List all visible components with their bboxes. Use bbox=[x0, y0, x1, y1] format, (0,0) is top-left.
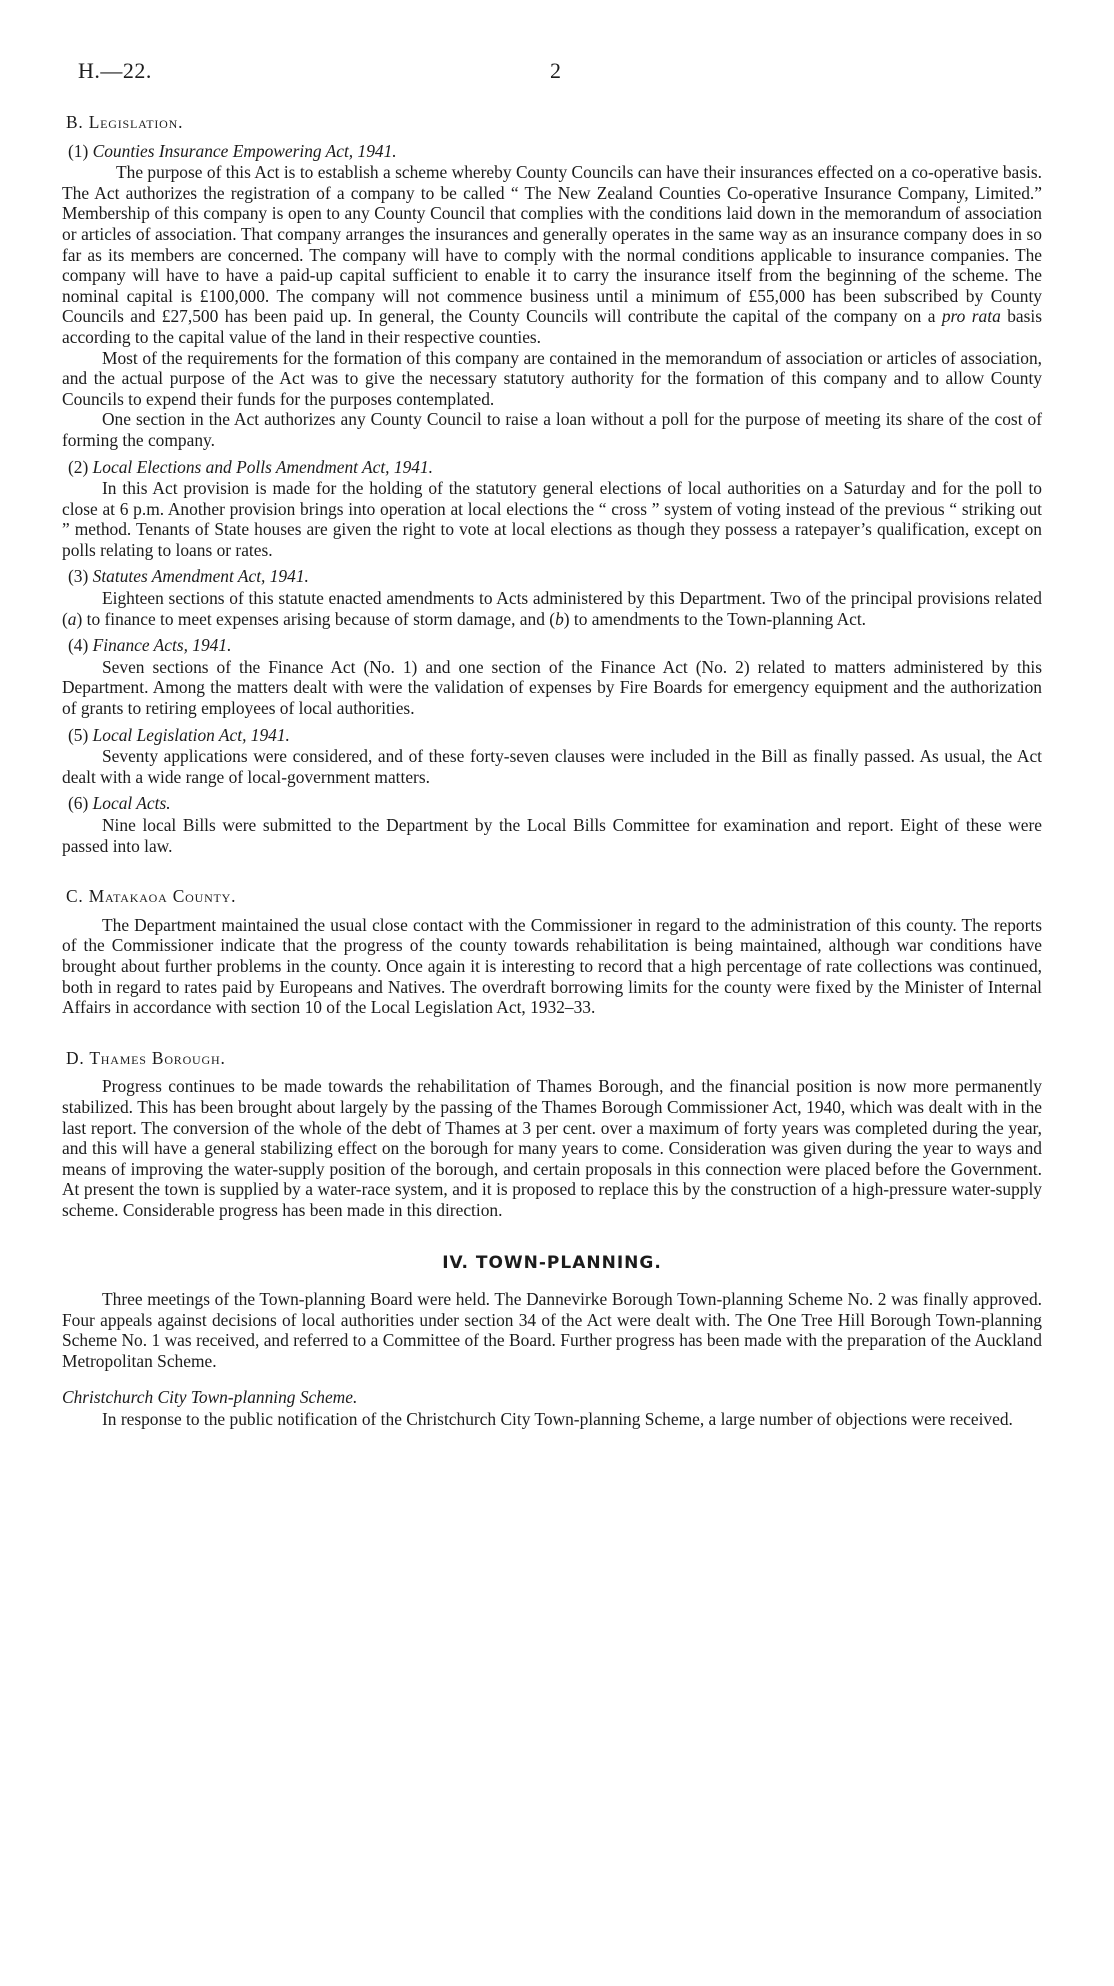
christchurch-heading: Christchurch City Town-planning Scheme. bbox=[62, 1387, 358, 1408]
page-number: 2 bbox=[550, 58, 561, 83]
section-c-heading: C. Matakaoa County. bbox=[66, 886, 237, 907]
item-2-title: Local Elections and Polls Amendment Act, 1941. bbox=[92, 456, 434, 477]
report-code: H.—22. bbox=[78, 58, 152, 83]
item-1-paragraph-2: Most of the requirements for the formation of this company are contained in the memorandum of association or articles of association, and the actual purpose of the Act was to give the necessary statutory authority for the formation of this company and to allow County Councils to expend their funds for the purposes contemplated. bbox=[62, 347, 1042, 409]
item-5-title: Local Legislation Act, 1941. bbox=[92, 724, 290, 745]
page-body bbox=[62, 112, 1042, 1430]
item-4-heading bbox=[68, 635, 1042, 656]
item-1-paragraph-3: One section in the Act authorizes any County Council to raise a loan without a poll for the purpose of meeting its share of the cost of forming the company. bbox=[62, 409, 1042, 450]
item-3-emphasis-a: a bbox=[67, 608, 77, 629]
item-6-number: (6) bbox=[68, 793, 89, 814]
section-c-paragraph: The Department maintained the usual close contact with the Commissioner in regard to the administration of this county. The reports of the Commissioner indicate that the progress of the county towards rehabilitation is being maintained, although war conditions have brought about further problems in the county. Once again it is interesting to record that a high percentage of rate collections was continued, both in regard to rates paid by Europeans and Natives. The overdraft borrowing limits for the county were fixed by the Minister of Internal Affairs in accordance with section 10 of the Local Legislation Act, 1932–33. bbox=[62, 914, 1042, 1018]
item-4-number: (4) bbox=[68, 635, 89, 656]
item-2-paragraph: In this Act provision is made for the holding of the statutory general elections of local authorities on a Saturday and for the poll to close at 6 p.m. Another provision brings into operation at local elections the “ cross ” system of voting instead of the previous “ striking out ” method. Tenants of State houses are given the right to vote at local elections as though they possess a ratepayer’s qualification, except on polls relating to loans or rates. bbox=[62, 478, 1042, 560]
section-b-heading: B. Legislation. bbox=[66, 112, 184, 132]
part-iv-paragraph: Three meetings of the Town-planning Board were held. The Dannevirke Borough Town-planning Scheme No. 2 was finally approved. Four appeals against decisions of local authorities under section 34 of the Act were dealt with. The One Tree Hill Borough Town-planning Scheme No. 1 was received, and referred to a Committee of the Board. Further progress has been made with the preparation of the Auckland Metropolitan Scheme. bbox=[62, 1289, 1042, 1371]
item-5-heading bbox=[68, 725, 1042, 746]
item-3-title: Statutes Amendment Act, 1941. bbox=[92, 566, 309, 587]
item-3-emphasis-b: b bbox=[555, 608, 564, 629]
item-5-paragraph: Seventy applications were considered, and of these forty-seven clauses were included in the Bill as finally passed. As usual, the Act dealt with a wide range of local-government matters. bbox=[62, 746, 1042, 787]
item-3-heading bbox=[68, 566, 1042, 587]
section-d-heading: D. Thames Borough. bbox=[66, 1047, 226, 1068]
christchurch-paragraph: In response to the public notification of the Christchurch City Town-planning Scheme, a large number of objections were received. bbox=[102, 1409, 1013, 1430]
item-6-paragraph: Nine local Bills were submitted to the Department by the Local Bills Committee for examination and report. Eight of these were passed into law. bbox=[62, 815, 1042, 856]
item-3-number: (3) bbox=[68, 566, 89, 587]
item-1-text-b: basis according to the capital value of the land in their respective counties. bbox=[62, 306, 1042, 347]
item-5-number: (5) bbox=[68, 724, 89, 745]
item-3-text-1: Eighteen sections of this statute enacted amendments to Acts administered by this Department. Two of the principal provisions related ( bbox=[62, 588, 1042, 629]
item-1-text-a: The purpose of this Act is to establish a scheme whereby County Councils can have their insurances effected on a co-operative basis. The Act authorizes the registration of a company to be called “ The New Zealand Counties Co-operative Insurance Company, Limited.” Membership of this company is open to any County Council that complies with the conditions laid down in the memorandum of association or articles of association. That company arranges the insurances and generally operates in the same way as an insurance company does in so far as its members are concerned. The company will have to comply with the normal conditions applicable to insurance companies. The company will have to have a paid-up capital sufficient to enable it to carry the insurance itself from the beginning of the scheme. The nominal capital is £100,000. The company will not commence business until a minimum of £55,000 has been subscribed by County Councils and £27,500 has been paid up. In general, the County Councils will contribute the capital of the company on a bbox=[62, 162, 1042, 327]
item-4-title: Finance Acts, 1941. bbox=[92, 635, 232, 656]
item-3-text-2: ) to finance to meet expenses arising because of storm damage, and ( bbox=[76, 608, 556, 629]
section-d-paragraph: Progress continues to be made towards the rehabilitation of Thames Borough, and the financial position is now more permanently stabilized. This has been brought about largely by the passing of the Thames Borough Commissioner Act, 1940, which was dealt with in the last report. The conversion of the whole of the debt of Thames at 3 per cent. over a maximum of forty years was completed during the year, and this will have a general stabilizing effect on the borough for many years to come. Consideration was given during the year to ways and means of improving the water-supply position of the borough, and certain proposals in this connection were placed before the Government. At present the town is supplied by a water-race system, and it is proposed to replace this by the construction of a high-pressure water-supply scheme. Considerable progress has been made in this direction. bbox=[62, 1076, 1042, 1220]
item-4-paragraph: Seven sections of the Finance Act (No. 1) and one section of the Finance Act (No. 2) related to matters administered by this Department. Among the matters dealt with were the validation of expenses by Fire Boards for emergency equipment and the authorization of grants to retiring employees of local authorities. bbox=[62, 656, 1042, 719]
item-3-paragraph bbox=[62, 588, 1042, 629]
item-6-heading bbox=[68, 793, 1042, 814]
item-6-title: Local Acts. bbox=[92, 793, 171, 814]
item-1-number: (1) bbox=[68, 140, 89, 161]
item-1-emphasis: pro rata bbox=[941, 306, 1001, 327]
item-3-text-3: ) to amendments to the Town-planning Act. bbox=[563, 608, 867, 629]
item-1-paragraph-1 bbox=[62, 162, 1042, 347]
item-1-heading bbox=[68, 141, 1042, 162]
item-2-number: (2) bbox=[68, 456, 89, 477]
part-iv-heading: IV. TOWN-PLANNING. bbox=[442, 1252, 662, 1273]
item-1-title: Counties Insurance Empowering Act, 1941. bbox=[92, 140, 397, 161]
item-2-heading bbox=[68, 457, 1042, 478]
